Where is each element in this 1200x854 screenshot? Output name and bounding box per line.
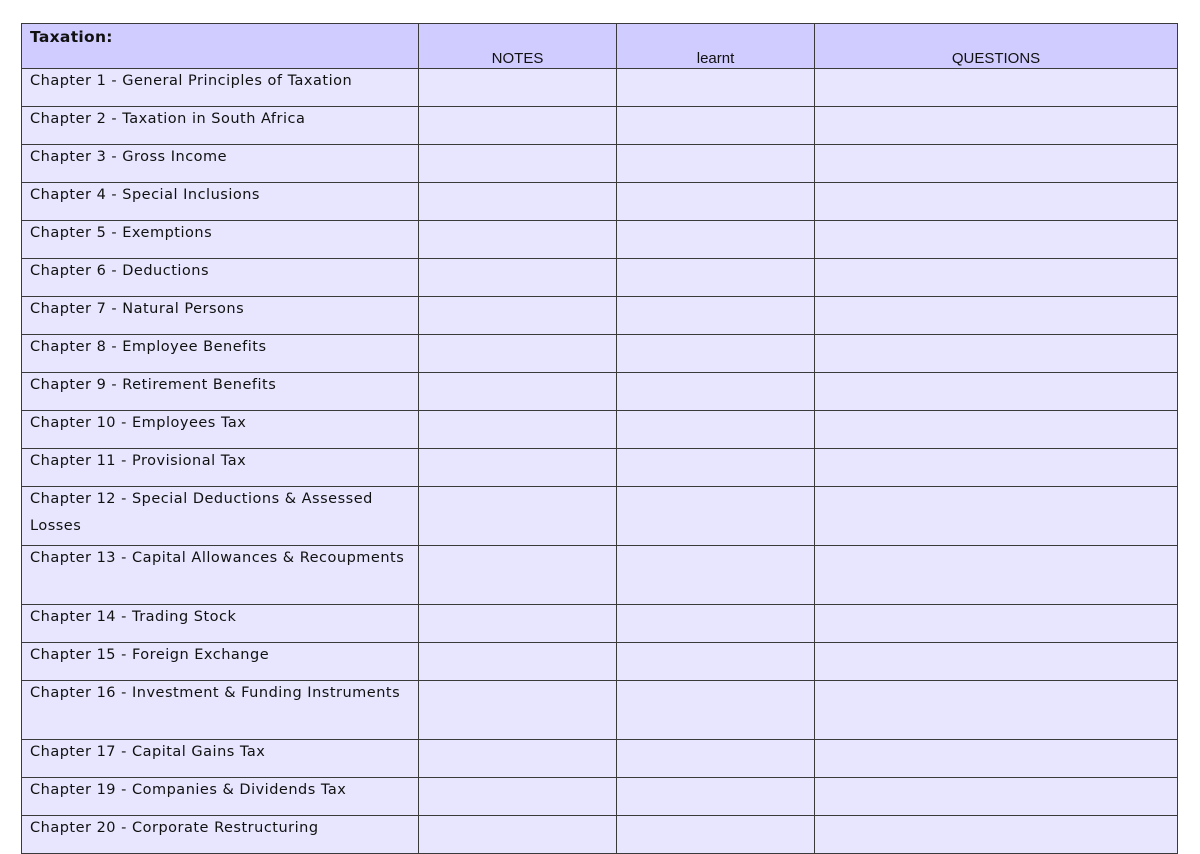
notes-cell[interactable] [419,487,617,546]
learnt-cell[interactable] [617,259,815,297]
chapter-cell [22,107,419,145]
table-row [22,145,1178,183]
notes-cell[interactable] [419,69,617,107]
table-row [22,259,1178,297]
notes-cell[interactable] [419,605,617,643]
learnt-cell[interactable] [617,107,815,145]
column-header-learnt: learnt [617,24,815,69]
questions-cell[interactable] [815,107,1178,145]
chapter-cell [22,546,419,605]
questions-cell[interactable] [815,816,1178,854]
learnt-cell[interactable] [617,411,815,449]
learnt-cell[interactable] [617,297,815,335]
chapter-cell [22,69,419,107]
notes-cell[interactable] [419,449,617,487]
notes-cell[interactable] [419,740,617,778]
learnt-cell[interactable] [617,145,815,183]
chapter-cell [22,411,419,449]
table-row [22,487,1178,546]
chapter-label: Chapter 2 - Taxation in South Africa [30,111,306,127]
chapter-label: Chapter 19 - Companies & Dividends Tax [30,782,347,798]
chapter-cell [22,183,419,221]
learnt-cell[interactable] [617,183,815,221]
taxation-table [21,23,1178,854]
table-row [22,605,1178,643]
learnt-cell[interactable] [617,681,815,740]
learnt-cell[interactable] [617,69,815,107]
notes-cell[interactable] [419,335,617,373]
questions-cell[interactable] [815,778,1178,816]
table-row [22,449,1178,487]
chapter-label: Chapter 3 - Gross Income [30,149,228,165]
learnt-cell[interactable] [617,373,815,411]
column-header-questions: QUESTIONS [815,24,1178,69]
questions-cell[interactable] [815,605,1178,643]
chapter-label: Chapter 4 - Special Inclusions [30,187,260,203]
learnt-cell[interactable] [617,740,815,778]
learnt-cell[interactable] [617,335,815,373]
chapter-cell [22,145,419,183]
chapter-cell [22,259,419,297]
chapter-label: Chapter 12 - Special Deductions & Assessed Losses [30,491,373,534]
table-row [22,69,1178,107]
questions-cell[interactable] [815,335,1178,373]
learnt-cell[interactable] [617,546,815,605]
chapter-label: Chapter 1 - General Principles of Taxation [30,73,353,89]
chapter-cell [22,778,419,816]
notes-cell[interactable] [419,183,617,221]
notes-cell[interactable] [419,643,617,681]
chapter-cell [22,740,419,778]
chapter-cell [22,449,419,487]
chapter-label: Chapter 20 - Corporate Restructuring [30,820,319,836]
table-row [22,740,1178,778]
table-row [22,643,1178,681]
chapter-cell [22,221,419,259]
chapter-cell [22,297,419,335]
questions-cell[interactable] [815,487,1178,546]
table-row [22,297,1178,335]
chapter-cell [22,487,419,546]
notes-cell[interactable] [419,373,617,411]
questions-cell[interactable] [815,546,1178,605]
notes-cell[interactable] [419,411,617,449]
chapter-label: Chapter 10 - Employees Tax [30,415,247,431]
learnt-cell[interactable] [617,816,815,854]
table-title: Taxation: [22,24,419,69]
notes-cell[interactable] [419,816,617,854]
chapter-label: Chapter 17 - Capital Gains Tax [30,744,266,760]
chapter-cell [22,816,419,854]
chapter-label: Chapter 8 - Employee Benefits [30,339,267,355]
notes-cell[interactable] [419,778,617,816]
chapter-label: Chapter 11 - Provisional Tax [30,453,247,469]
notes-cell[interactable] [419,681,617,740]
learnt-cell[interactable] [617,487,815,546]
questions-cell[interactable] [815,740,1178,778]
table-row [22,107,1178,145]
notes-cell[interactable] [419,107,617,145]
table-row [22,546,1178,605]
questions-cell[interactable] [815,297,1178,335]
table-row [22,681,1178,740]
header-row [22,24,1178,69]
chapter-label: Chapter 15 - Foreign Exchange [30,647,270,663]
table-row [22,221,1178,259]
notes-cell[interactable] [419,297,617,335]
chapter-cell [22,373,419,411]
questions-cell[interactable] [815,69,1178,107]
notes-cell[interactable] [419,546,617,605]
notes-cell[interactable] [419,145,617,183]
chapter-label: Chapter 13 - Capital Allowances & Recoupments [30,550,405,566]
table-row [22,778,1178,816]
chapter-cell [22,605,419,643]
chapter-cell [22,335,419,373]
chapter-label: Chapter 16 - Investment & Funding Instruments [30,685,401,701]
questions-cell[interactable] [815,411,1178,449]
learnt-cell[interactable] [617,221,815,259]
table-row [22,335,1178,373]
learnt-cell[interactable] [617,449,815,487]
learnt-cell[interactable] [617,643,815,681]
column-header-notes: NOTES [419,24,617,69]
chapter-cell [22,643,419,681]
learnt-cell[interactable] [617,778,815,816]
questions-cell[interactable] [815,373,1178,411]
questions-cell[interactable] [815,449,1178,487]
table-body [22,69,1178,854]
notes-cell[interactable] [419,221,617,259]
questions-cell[interactable] [815,221,1178,259]
table-row [22,411,1178,449]
table-row [22,816,1178,854]
notes-cell[interactable] [419,259,617,297]
chapter-label: Chapter 6 - Deductions [30,263,210,279]
chapter-label: Chapter 9 - Retirement Benefits [30,377,277,393]
table-row [22,373,1178,411]
learnt-cell[interactable] [617,605,815,643]
chapter-cell [22,681,419,740]
chapter-label: Chapter 7 - Natural Persons [30,301,245,317]
questions-cell[interactable] [815,183,1178,221]
questions-cell[interactable] [815,145,1178,183]
table-row [22,183,1178,221]
questions-cell[interactable] [815,681,1178,740]
questions-cell[interactable] [815,643,1178,681]
study-tracker-sheet [21,23,1177,854]
questions-cell[interactable] [815,259,1178,297]
chapter-label: Chapter 5 - Exemptions [30,225,213,241]
chapter-label: Chapter 14 - Trading Stock [30,609,237,625]
